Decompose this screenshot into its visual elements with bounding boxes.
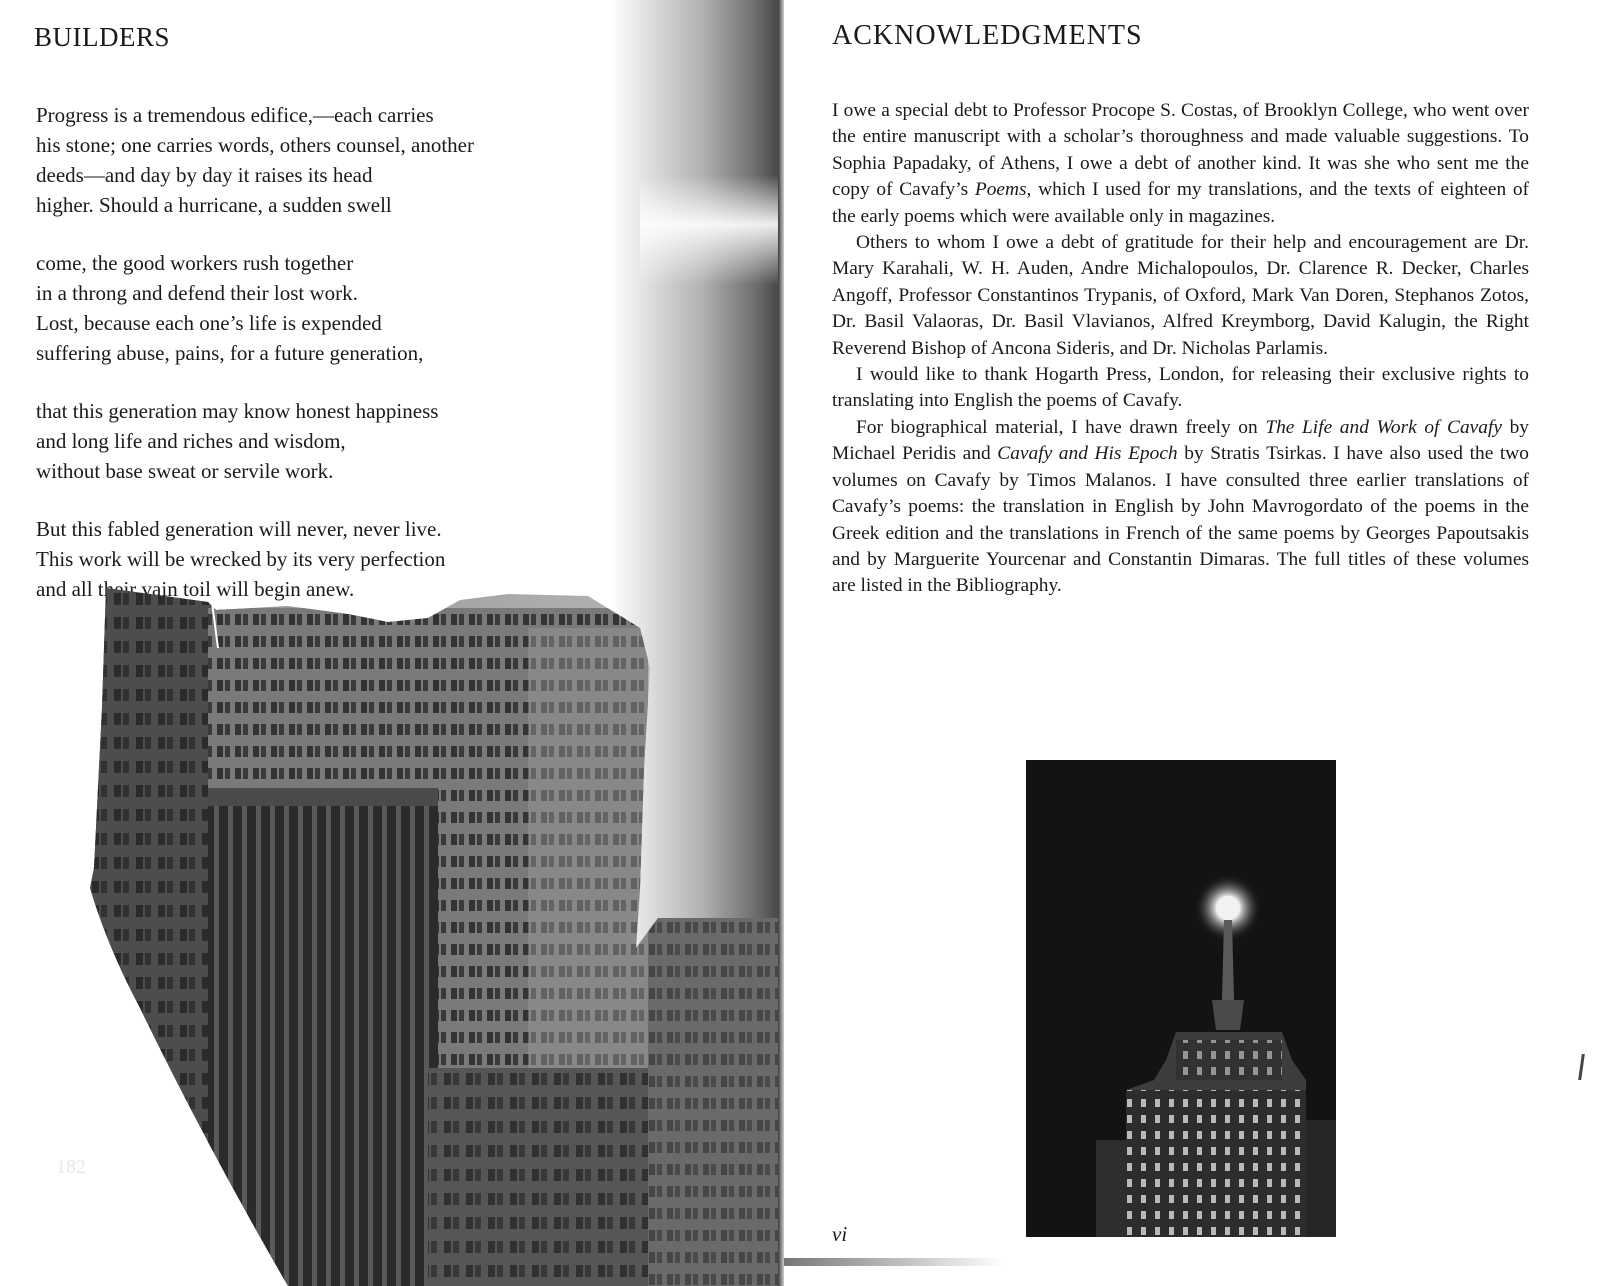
left-page (0, 0, 780, 1286)
poem-line: and long life and riches and wisdom, (36, 429, 346, 453)
acknowledgments-paragraph-1 (832, 98, 1529, 230)
acknowledgments-title: ACKNOWLEDGMENTS (832, 20, 1143, 51)
poem-title: BUILDERS (34, 22, 171, 52)
night-tower-photo (1026, 760, 1336, 1237)
poem-line: in a throng and defend their lost work. (36, 281, 358, 305)
text-run: I owe a special debt to Professor Procope S. Costas, of Brooklyn College, who went over the entire manuscript with a scholar’s thoroughness and made valuable suggestions. To Sophia Papadaky, of Athens, I owe a debt of another kind. It was she who sent me the copy of Cavafy’s (832, 100, 1529, 201)
page-number-right: vi (832, 1222, 848, 1246)
poem-line: Lost, because each one’s life is expended (36, 311, 382, 335)
acknowledgments-paragraph-2: Others to whom I owe a debt of gratitude for their help and encouragement are Dr. Mary Karahali, W. H. Auden, Andre Michalopoulos, Dr. Clarence R. Decker, Charles Angoff, Professor Constantinos Trypanis, of Oxford, Mark Van Doren, Stephanos Zotos, Dr. Basil Valaoras, Dr. Basil Vlavianos, Alfred Kreymborg, David Kalugin, the Right Reverend Bishop of Ancona Sideris, and Dr. Nicholas Parlamis. (832, 232, 1529, 359)
text-run: For biographical material, I have drawn freely on (856, 416, 1266, 438)
italic-title: Cavafy and His Epoch (997, 443, 1178, 465)
poem-line: This work will be wrecked by its very perfection (36, 547, 446, 571)
page-number-left: 182 (56, 1156, 86, 1178)
stanza-3 (36, 396, 596, 486)
gutter-glare (640, 175, 780, 285)
skyscraper-photo (88, 588, 780, 1286)
stanza-2 (36, 248, 596, 368)
italic-title: The Life and Work of Cavafy (1265, 416, 1502, 438)
page-edge-shadow (784, 1258, 1004, 1266)
poem-line: that this generation may know honest happiness (36, 399, 439, 423)
poem-line: without base sweat or servile work. (36, 459, 334, 483)
poem-line: and all their vain toil will begin anew. (36, 577, 355, 601)
acknowledgments-paragraph-3: I would like to thank Hogarth Press, London, for releasing their exclusive rights to translating into English the poems of Cavafy. (832, 364, 1529, 412)
poem-line: Progress is a tremendous edifice,—each carries (36, 103, 434, 127)
poem-line: But this fabled generation will never, never live. (36, 517, 442, 541)
poem-line: deeds—and day by day it raises its head (36, 163, 373, 187)
acknowledgments-body (832, 98, 1529, 600)
poem-body (36, 100, 596, 632)
stanza-1 (36, 100, 596, 220)
poem-line: higher. Should a hurricane, a sudden swell (36, 193, 392, 217)
poem-line: his stone; one carries words, others counsel, another (36, 133, 474, 157)
margin-mark (1578, 1054, 1585, 1080)
poem-line: suffering abuse, pains, for a future generation, (36, 341, 424, 365)
acknowledgments-paragraph-4 (832, 415, 1529, 600)
text-run: by Stratis Tsirkas. I have also used the two volumes on Cavafy by Timos Malanos. I have consulted three earlier translations of Cavafy’s poems: the translation in English by John Mavrogordato of the poems in the Greek edition and the translations in French of the same poems by Georges Papoutsakis and by Marguerite Yourcenar and Constantin Dimaras. The full titles of these volumes are listed in the Bibliography. (832, 443, 1530, 597)
text-run: by Michael Peridis and (832, 416, 1529, 465)
right-page (784, 0, 1600, 1286)
text-run: which I used for my translations, and the texts of eighteen of the early poems which were available only in magazines. (832, 179, 1529, 227)
italic-title: Poems, (974, 179, 1032, 201)
poem-line: come, the good workers rush together (36, 251, 354, 275)
